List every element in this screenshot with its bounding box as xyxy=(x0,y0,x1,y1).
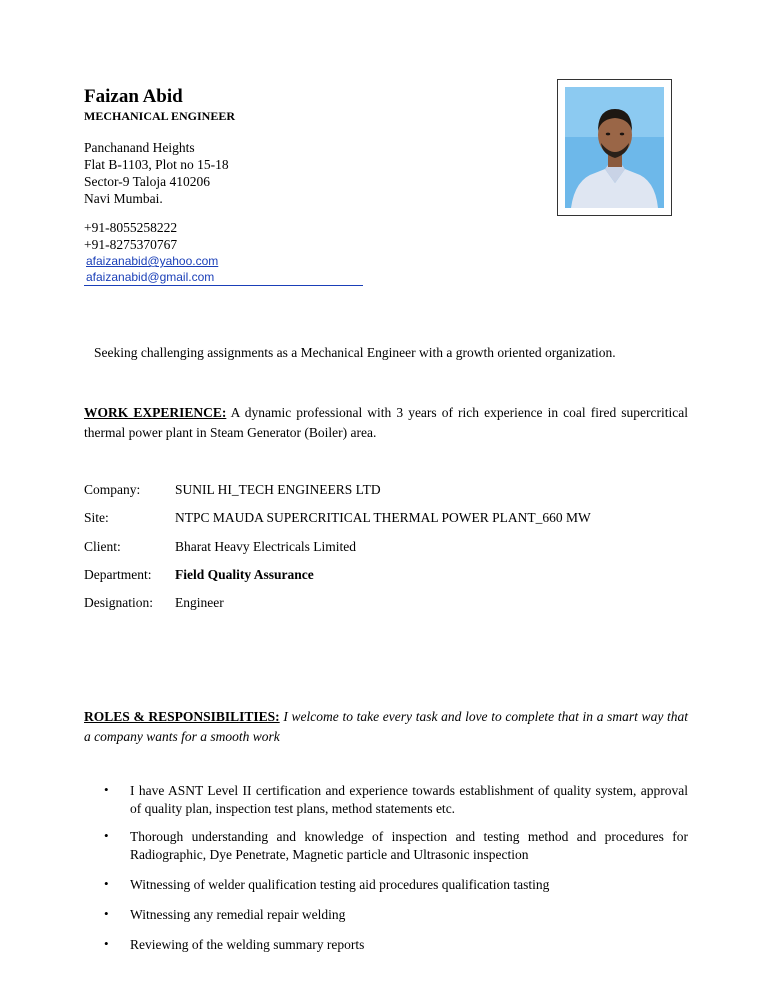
responsibility-item: Thorough understanding and knowledge of inspection and testing method and procedures for Radiographic, Dye Penetrate, Magnetic particle and Ultrasonic inspection xyxy=(130,829,688,862)
profile-photo xyxy=(565,87,664,208)
detail-value-department: Field Quality Assurance xyxy=(175,567,314,582)
profile-photo-frame xyxy=(557,79,672,216)
candidate-title: MECHANICAL ENGINEER xyxy=(84,109,236,123)
address-line: Sector-9 Taloja 410206 xyxy=(84,174,211,189)
work-experience-section xyxy=(84,403,688,443)
responsibility-item: I have ASNT Level II certification and experience towards establishment of quality system, approval of quality plan, inspection test plans, method statements etc. xyxy=(130,783,688,816)
detail-label-department: Department: xyxy=(84,567,152,582)
work-experience-heading: WORK EXPERIENCE: xyxy=(84,405,227,420)
responsibility-item: Witnessing any remedial repair welding xyxy=(130,907,346,922)
address-line: Flat B-1103, Plot no 15-18 xyxy=(84,157,229,172)
email-link-yahoo[interactable]: afaizanabid@yahoo.com xyxy=(86,254,219,268)
roles-summary: I welcome to take every task and love to complete that in a smart way that a company wants for a smooth work xyxy=(84,709,688,744)
detail-value-company: SUNIL HI_TECH ENGINEERS LTD xyxy=(175,482,381,497)
bullet-icon: • xyxy=(104,936,109,951)
phone-number: +91-8055258222 xyxy=(84,220,178,235)
detail-label-site: Site: xyxy=(84,510,109,525)
roles-heading: ROLES & RESPONSIBILITIES: xyxy=(84,709,280,724)
phone-number: +91-8275370767 xyxy=(84,237,178,252)
phone-block xyxy=(84,219,177,253)
detail-label-designation: Designation: xyxy=(84,595,153,610)
address-line: Panchanand Heights xyxy=(84,140,195,155)
work-experience-summary: A dynamic professional with 3 years of rich experience in coal fired supercritical thermal power plant in Steam Generator (Boiler) area. xyxy=(84,405,688,440)
detail-label-company: Company: xyxy=(84,482,141,497)
bullet-icon: • xyxy=(104,782,109,797)
detail-label-client: Client: xyxy=(84,539,121,554)
bullet-icon: • xyxy=(104,906,109,921)
detail-value-client: Bharat Heavy Electricals Limited xyxy=(175,539,357,554)
detail-value-designation: Engineer xyxy=(175,595,224,610)
bullet-icon: • xyxy=(104,876,109,891)
address-block xyxy=(84,139,229,207)
candidate-name: Faizan Abid xyxy=(84,86,183,107)
responsibility-item: Witnessing of welder qualification testing aid procedures qualification tasting xyxy=(130,877,550,892)
email-link-gmail[interactable]: afaizanabid@gmail.com xyxy=(86,270,215,284)
career-objective: Seeking challenging assignments as a Mechanical Engineer with a growth oriented organization. xyxy=(94,345,616,360)
responsibility-item: Reviewing of the welding summary reports xyxy=(130,937,365,952)
email-underline xyxy=(84,285,363,286)
bullet-icon: • xyxy=(104,828,109,843)
roles-section xyxy=(84,707,688,747)
address-line: Navi Mumbai. xyxy=(84,191,163,206)
detail-value-site: NTPC MAUDA SUPERCRITICAL THERMAL POWER PLANT_660 MW xyxy=(175,510,591,525)
